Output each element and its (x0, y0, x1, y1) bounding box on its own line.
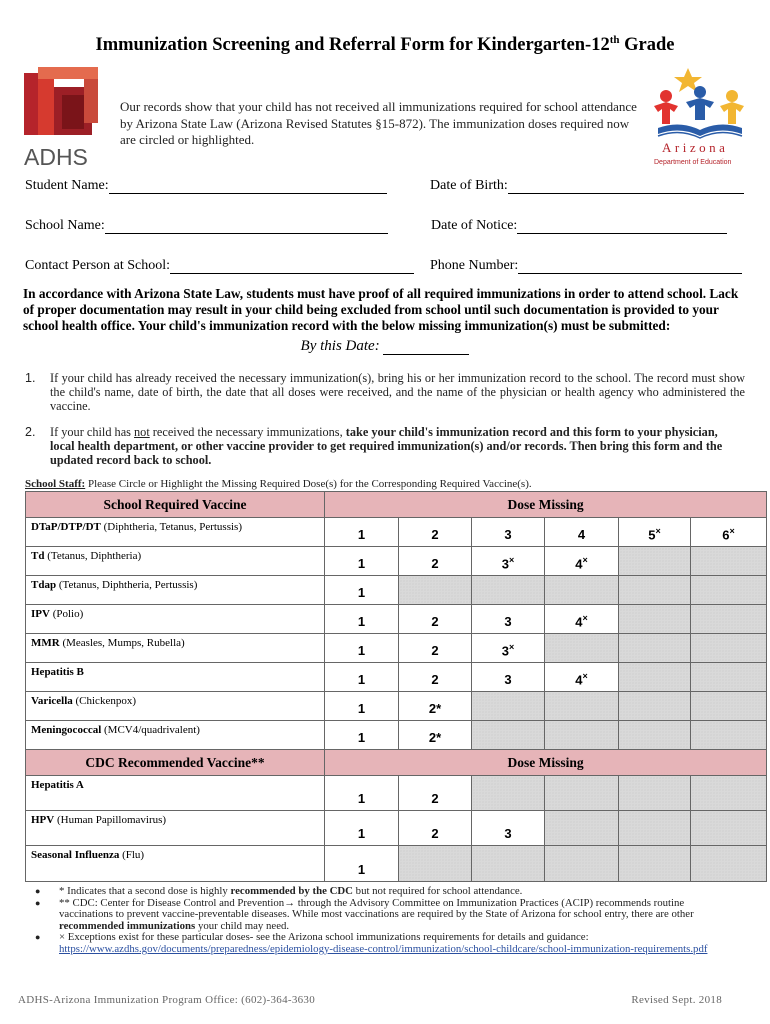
cdc-vaccine-header: CDC Recommended Vaccine** (26, 750, 325, 776)
dose-cell[interactable]: 2 (399, 518, 472, 547)
dose-cell-na (619, 547, 691, 576)
vaccine-row (26, 846, 767, 882)
dose-missing-header: Dose Missing (325, 492, 767, 518)
dose-cell[interactable]: 2 (399, 547, 472, 576)
dose-cell[interactable]: 1 (325, 605, 399, 634)
vaccine-row (26, 692, 767, 721)
dose-cell[interactable]: 2 (399, 776, 472, 811)
dose-cell-na (619, 634, 691, 663)
by-this-date-field[interactable]: By this Date: (0, 338, 770, 355)
vaccine-row (26, 811, 767, 846)
date-of-notice-field[interactable]: Date of Notice: (431, 218, 727, 234)
dose-cell[interactable]: 1 (325, 663, 399, 692)
required-vaccine-header: School Required Vaccine (26, 492, 325, 518)
dose-cell[interactable]: 3 (472, 605, 545, 634)
vaccine-row (26, 518, 767, 547)
cdc-header-row (26, 750, 767, 776)
dose-cell[interactable]: 4× (545, 605, 619, 634)
school-staff-note: School Staff: Please Circle or Highlight the Missing Required Dose(s) for the Corresponding Required Vaccine(s). (25, 478, 532, 490)
phone-number-field[interactable]: Phone Number: (430, 258, 742, 274)
svg-text:ADHS: ADHS (24, 144, 88, 170)
instruction-2: 2. If your child has not received the necessary immunizations, take your child's immunization record and this form to your physician, local health department, or other vaccine provider to get required immunization(s) and/or records. Then bring this form and the updated record back to school. (25, 425, 723, 467)
vaccine-name: Tdap (Tetanus, Diphtheria, Pertussis) (26, 576, 325, 605)
law-statement: In accordance with Arizona State Law, students must have proof of all required immunizations in order to attend school. Lack of proper documentation may result in your child being excluded from school until such documentation is provided to your school health office. Your child's immunization record with the below missing immunization(s) must be submitted: (23, 286, 739, 333)
dose-cell[interactable]: 1 (325, 576, 399, 605)
dose-cell[interactable]: 1 (325, 518, 399, 547)
vaccine-name: Hepatitis A (26, 776, 325, 811)
dose-cell[interactable]: 4 (545, 518, 619, 547)
dose-cell[interactable]: 2 (399, 663, 472, 692)
required-header-row (26, 492, 767, 518)
dose-cell-na (472, 576, 545, 605)
dose-cell[interactable]: 3 (472, 811, 545, 846)
vaccine-row (26, 721, 767, 750)
dose-cell[interactable]: 1 (325, 634, 399, 663)
dose-cell[interactable]: 1 (325, 846, 399, 882)
dose-cell[interactable]: 3 (472, 518, 545, 547)
cdc-dose-missing-header: Dose Missing (325, 750, 767, 776)
dose-cell-na (545, 776, 619, 811)
dose-cell-na (399, 846, 472, 882)
instruction-1: 1. If your child has already received the necessary immunization(s), bring his or her immunization record to the school. The record must show the child's name, date of birth, the date that all doses were received, and the name of the physician or health agency who administered the vaccine. (25, 371, 745, 413)
dose-cell-na (545, 692, 619, 721)
dose-cell[interactable]: 4× (545, 663, 619, 692)
dose-cell[interactable]: 1 (325, 547, 399, 576)
dose-cell-na (619, 692, 691, 721)
svg-text:Department of Education: Department of Education (654, 159, 732, 166)
vaccine-name: IPV (Polio) (26, 605, 325, 634)
dose-cell-na (545, 846, 619, 882)
adhs-logo (22, 67, 102, 171)
vaccine-row (26, 576, 767, 605)
vaccine-name: Hepatitis B (26, 663, 325, 692)
dose-cell-na (619, 605, 691, 634)
dose-cell[interactable]: 1 (325, 811, 399, 846)
dose-cell-na (691, 663, 767, 692)
dose-cell[interactable]: 2 (399, 811, 472, 846)
footnote-2: ● ** CDC: Center for Disease Control and Prevention→ through the Advisory Committee on Immunization Practices (ACIP) recommends routine vaccinations to prevent vaccine-preventable diseases. While most vaccinations are required by the State of Arizona for school entry, there are other recommended immunizations your child may need. (35, 896, 694, 932)
dose-cell-na (619, 576, 691, 605)
vaccine-row (26, 663, 767, 692)
dose-cell[interactable]: 1 (325, 776, 399, 811)
vaccine-row (26, 776, 767, 811)
vaccine-name: HPV (Human Papillomavirus) (26, 811, 325, 846)
vaccine-name: Seasonal Influenza (Flu) (26, 846, 325, 882)
dose-cell[interactable]: 1 (325, 721, 399, 750)
footnotes (35, 886, 725, 956)
vaccine-row (26, 547, 767, 576)
vaccine-name: Meningococcal (MCV4/quadrivalent) (26, 721, 325, 750)
vaccine-name: DTaP/DTP/DT (Diphtheria, Tetanus, Pertussis) (26, 518, 325, 547)
vaccine-row (26, 634, 767, 663)
footer-revised: Revised Sept. 2018 (631, 994, 722, 1006)
dose-cell-na (545, 634, 619, 663)
page-title: Immunization Screening and Referral Form for Kindergarten-12th Grade (95, 34, 675, 56)
dose-cell-na (545, 576, 619, 605)
dose-cell-na (619, 776, 691, 811)
dose-cell-na (619, 846, 691, 882)
dose-cell-na (691, 547, 767, 576)
requirements-link[interactable]: https://www.azdhs.gov/documents/preparedness/epidemiology-disease-control/immunization/school-childcare/school-immunization-requirements.pdf (59, 942, 708, 955)
dose-cell-na (545, 721, 619, 750)
dose-cell[interactable]: 3 (472, 663, 545, 692)
intro-text: Our records show that your child has not received all immunizations required for school attendance by Arizona State Law (Arizona Revised Statutes §15-872). The immunization doses required now are circled or highlighted. (120, 99, 637, 147)
ade-logo (652, 68, 748, 168)
dose-cell-na (619, 721, 691, 750)
vaccine-name: MMR (Measles, Mumps, Rubella) (26, 634, 325, 663)
svg-text:Arizona: Arizona (662, 140, 729, 155)
dose-cell-na (691, 846, 767, 882)
dose-cell-na (691, 721, 767, 750)
dose-cell-na (691, 776, 767, 811)
dose-cell-na (399, 576, 472, 605)
date-of-birth-field[interactable]: Date of Birth: (430, 178, 744, 194)
dose-cell-na (472, 776, 545, 811)
dose-cell[interactable]: 6× (691, 518, 767, 547)
dose-cell[interactable]: 2* (399, 692, 472, 721)
dose-cell[interactable]: 2* (399, 721, 472, 750)
dose-cell[interactable]: 3× (472, 547, 545, 576)
dose-cell-na (619, 663, 691, 692)
dose-cell[interactable]: 2 (399, 634, 472, 663)
footnote-3: ● × Exceptions exist for these particular doses- see the Arizona school immunizations requirements for details and guidance: https://www.azdhs.gov/documents/preparedness/epidemiology-disease-control/immunization/school-childcare/school-immunization-requirements.pdf (35, 931, 708, 955)
vaccine-table (25, 491, 767, 882)
contact-person-field[interactable]: Contact Person at School: (25, 258, 414, 274)
dose-cell-na (472, 846, 545, 882)
dose-cell[interactable]: 2 (399, 605, 472, 634)
student-name-field[interactable]: Student Name: (25, 178, 387, 194)
dose-cell-na (691, 692, 767, 721)
school-name-field[interactable]: School Name: (25, 218, 388, 234)
vaccine-row (26, 605, 767, 634)
dose-cell-na (545, 811, 619, 846)
dose-cell[interactable]: 5× (619, 518, 691, 547)
dose-cell-na (691, 576, 767, 605)
dose-cell[interactable]: 1 (325, 692, 399, 721)
footnote-1: ● * Indicates that a second dose is highly recommended by the CDC but not required for school attendance. (35, 885, 523, 897)
vaccine-name: Td (Tetanus, Diphtheria) (26, 547, 325, 576)
footer-office: ADHS-Arizona Immunization Program Office: (602)-364-3630 (18, 994, 316, 1006)
dose-cell-na (619, 811, 691, 846)
dose-cell[interactable]: 4× (545, 547, 619, 576)
dose-cell-na (472, 692, 545, 721)
dose-cell-na (691, 634, 767, 663)
dose-cell-na (691, 605, 767, 634)
dose-cell[interactable]: 3× (472, 634, 545, 663)
vaccine-name: Varicella (Chickenpox) (26, 692, 325, 721)
dose-cell-na (691, 811, 767, 846)
dose-cell-na (472, 721, 545, 750)
